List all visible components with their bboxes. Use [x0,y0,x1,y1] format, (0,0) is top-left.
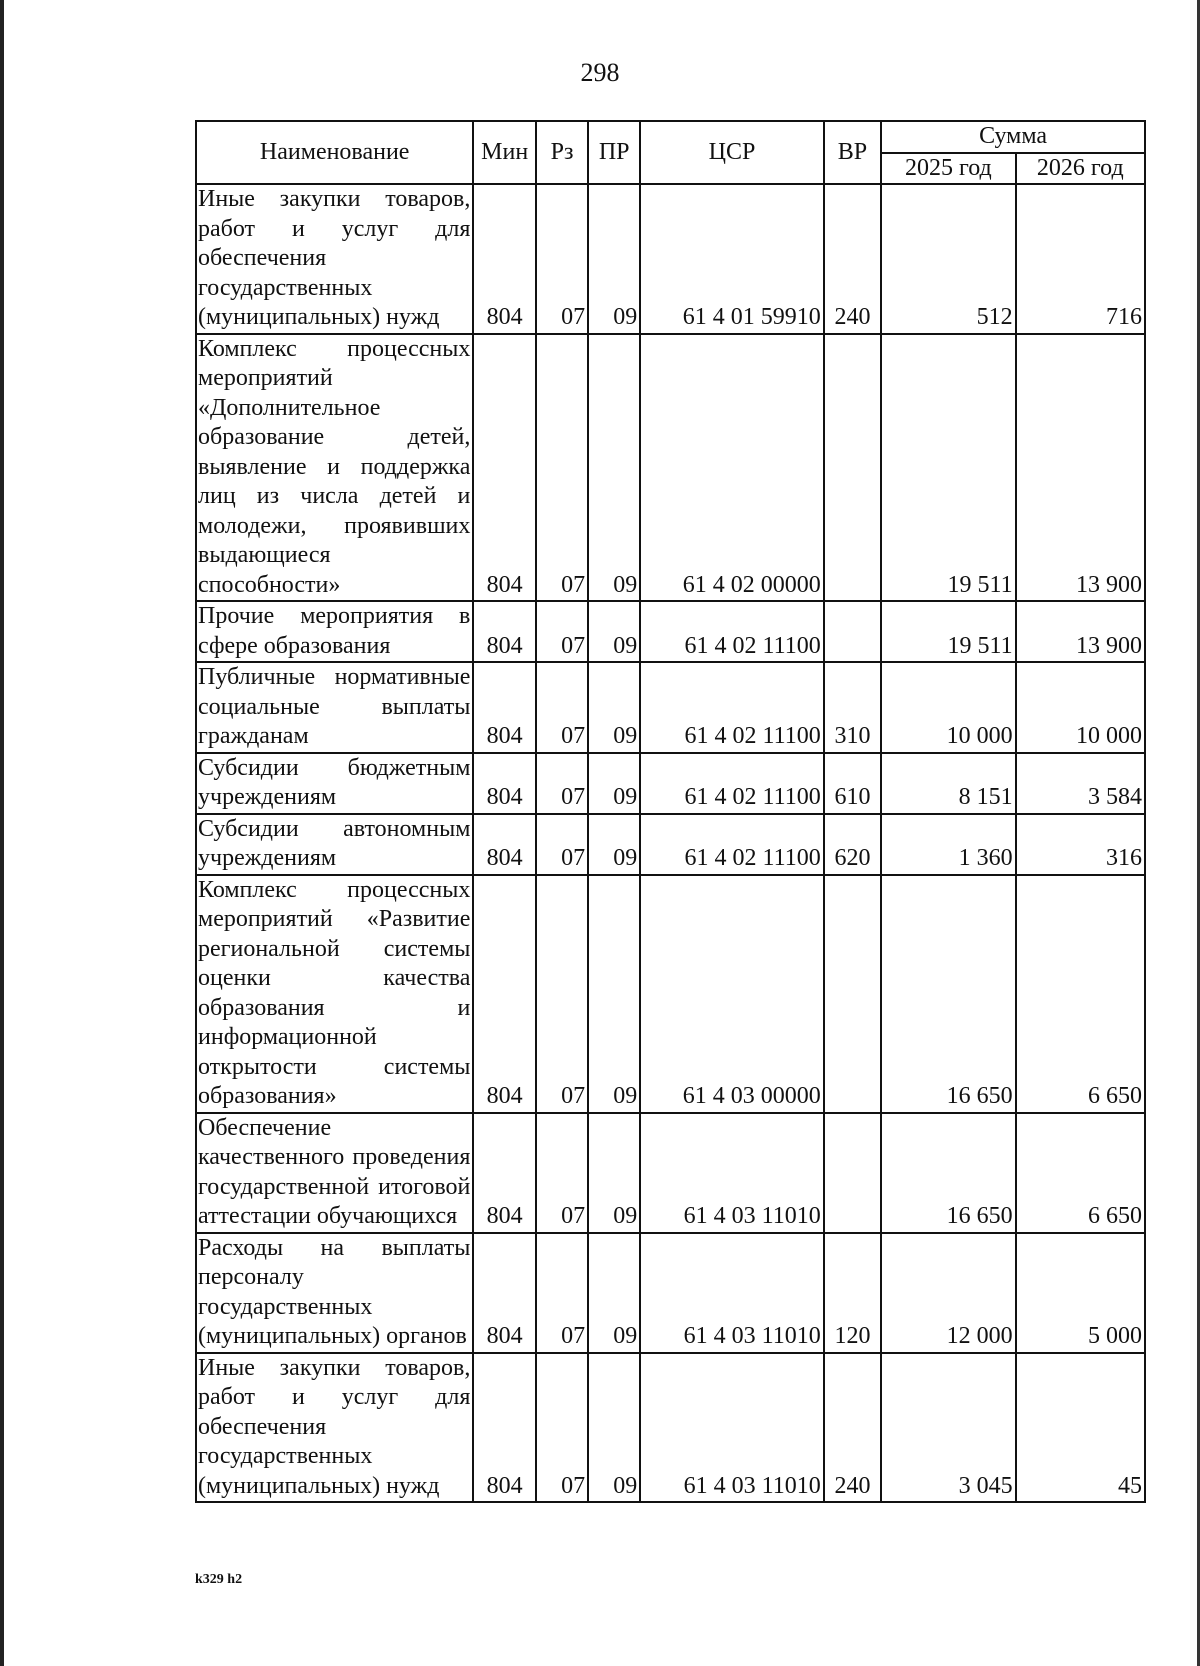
table-body [196,184,1145,1502]
row-sum-2025: 16 650 [881,875,1016,1113]
row-sum-2025: 19 511 [881,334,1016,602]
table-row [196,601,1145,662]
scan-edge-left [0,0,4,1666]
row-vr: 240 [824,1353,881,1503]
row-vr [824,1113,881,1233]
header-year-2026: 2026 год [1016,153,1145,185]
table-row [196,334,1145,602]
row-pr: 09 [588,1113,640,1233]
table-row [196,1353,1145,1503]
header-vr: ВР [824,121,881,184]
row-csr: 61 4 03 11010 [640,1233,824,1353]
row-name: Иные закупки товаров, работ и услуг для обеспечения государственных (муниципальных) нужд [196,1353,473,1503]
row-sum-2026: 45 [1016,1353,1145,1503]
row-pr: 09 [588,875,640,1113]
row-vr: 310 [824,662,881,753]
row-csr: 61 4 02 11100 [640,814,824,875]
row-csr: 61 4 03 11010 [640,1113,824,1233]
table-row [196,1233,1145,1353]
row-sum-2026: 10 000 [1016,662,1145,753]
row-name: Прочие мероприятия в сфере образования [196,601,473,662]
row-sum-2026: 6 650 [1016,875,1145,1113]
row-rz: 07 [536,1113,588,1233]
row-sum-2025: 1 360 [881,814,1016,875]
row-sum-2025: 10 000 [881,662,1016,753]
table-row [196,875,1145,1113]
row-name: Расходы на выплаты персоналу государственных (муниципальных) органов [196,1233,473,1353]
row-vr: 620 [824,814,881,875]
row-pr: 09 [588,601,640,662]
row-vr: 610 [824,753,881,814]
row-min: 804 [473,334,536,602]
row-min: 804 [473,1113,536,1233]
row-rz: 07 [536,601,588,662]
table-row [196,1113,1145,1233]
row-min: 804 [473,753,536,814]
row-csr: 61 4 02 11100 [640,662,824,753]
row-pr: 09 [588,184,640,334]
row-rz: 07 [536,184,588,334]
row-rz: 07 [536,334,588,602]
row-name: Публичные нормативные социальные выплаты гражданам [196,662,473,753]
row-csr: 61 4 02 11100 [640,601,824,662]
row-sum-2025: 19 511 [881,601,1016,662]
budget-table [195,120,1146,1503]
row-sum-2025: 512 [881,184,1016,334]
row-name: Обеспечение качественного проведения государственной итоговой аттестации обучающихся [196,1113,473,1233]
table-row [196,662,1145,753]
row-sum-2025: 12 000 [881,1233,1016,1353]
row-rz: 07 [536,1353,588,1503]
row-csr: 61 4 01 59910 [640,184,824,334]
row-sum-2026: 316 [1016,814,1145,875]
row-name: Комплекс процессных мероприятий «Дополнительное образование детей, выявление и поддержка лиц из числа детей и молодежи, проявивших выдающиеся способности» [196,334,473,602]
row-min: 804 [473,814,536,875]
page-number: 298 [580,58,620,87]
row-rz: 07 [536,753,588,814]
table-row [196,184,1145,334]
row-sum-2026: 6 650 [1016,1113,1145,1233]
row-name: Субсидии автономным учреждениям [196,814,473,875]
header-csr: ЦСР [640,121,824,184]
row-sum-2025: 16 650 [881,1113,1016,1233]
row-sum-2026: 3 584 [1016,753,1145,814]
row-pr: 09 [588,814,640,875]
row-min: 804 [473,184,536,334]
footer-code: k329 h2 [195,1572,243,1587]
header-name: Наименование [196,121,473,184]
row-min: 804 [473,662,536,753]
row-name: Комплекс процессных мероприятий «Развитие региональной системы оценки качества образования и информационной открытости системы образования» [196,875,473,1113]
header-pr: ПР [588,121,640,184]
header-rz: Рз [536,121,588,184]
row-sum-2025: 8 151 [881,753,1016,814]
row-pr: 09 [588,662,640,753]
table-row [196,814,1145,875]
row-pr: 09 [588,334,640,602]
row-vr: 240 [824,184,881,334]
row-min: 804 [473,601,536,662]
row-sum-2026: 716 [1016,184,1145,334]
row-rz: 07 [536,875,588,1113]
header-min: Мин [473,121,536,184]
row-min: 804 [473,1353,536,1503]
row-pr: 09 [588,1233,640,1353]
row-rz: 07 [536,662,588,753]
row-vr [824,601,881,662]
row-name: Иные закупки товаров, работ и услуг для обеспечения государственных (муниципальных) нужд [196,184,473,334]
row-rz: 07 [536,1233,588,1353]
row-csr: 61 4 02 11100 [640,753,824,814]
row-pr: 09 [588,753,640,814]
row-rz: 07 [536,814,588,875]
row-vr: 120 [824,1233,881,1353]
row-sum-2026: 13 900 [1016,601,1145,662]
row-min: 804 [473,1233,536,1353]
row-sum-2026: 5 000 [1016,1233,1145,1353]
header-sum: Сумма [881,121,1145,153]
row-name: Субсидии бюджетным учреждениям [196,753,473,814]
row-pr: 09 [588,1353,640,1503]
header-row [196,121,1145,153]
row-sum-2025: 3 045 [881,1353,1016,1503]
row-csr: 61 4 03 00000 [640,875,824,1113]
row-csr: 61 4 03 11010 [640,1353,824,1503]
row-csr: 61 4 02 00000 [640,334,824,602]
row-vr [824,334,881,602]
table-row [196,753,1145,814]
row-min: 804 [473,875,536,1113]
row-vr [824,875,881,1113]
header-year-2025: 2025 год [881,153,1016,185]
row-sum-2026: 13 900 [1016,334,1145,602]
